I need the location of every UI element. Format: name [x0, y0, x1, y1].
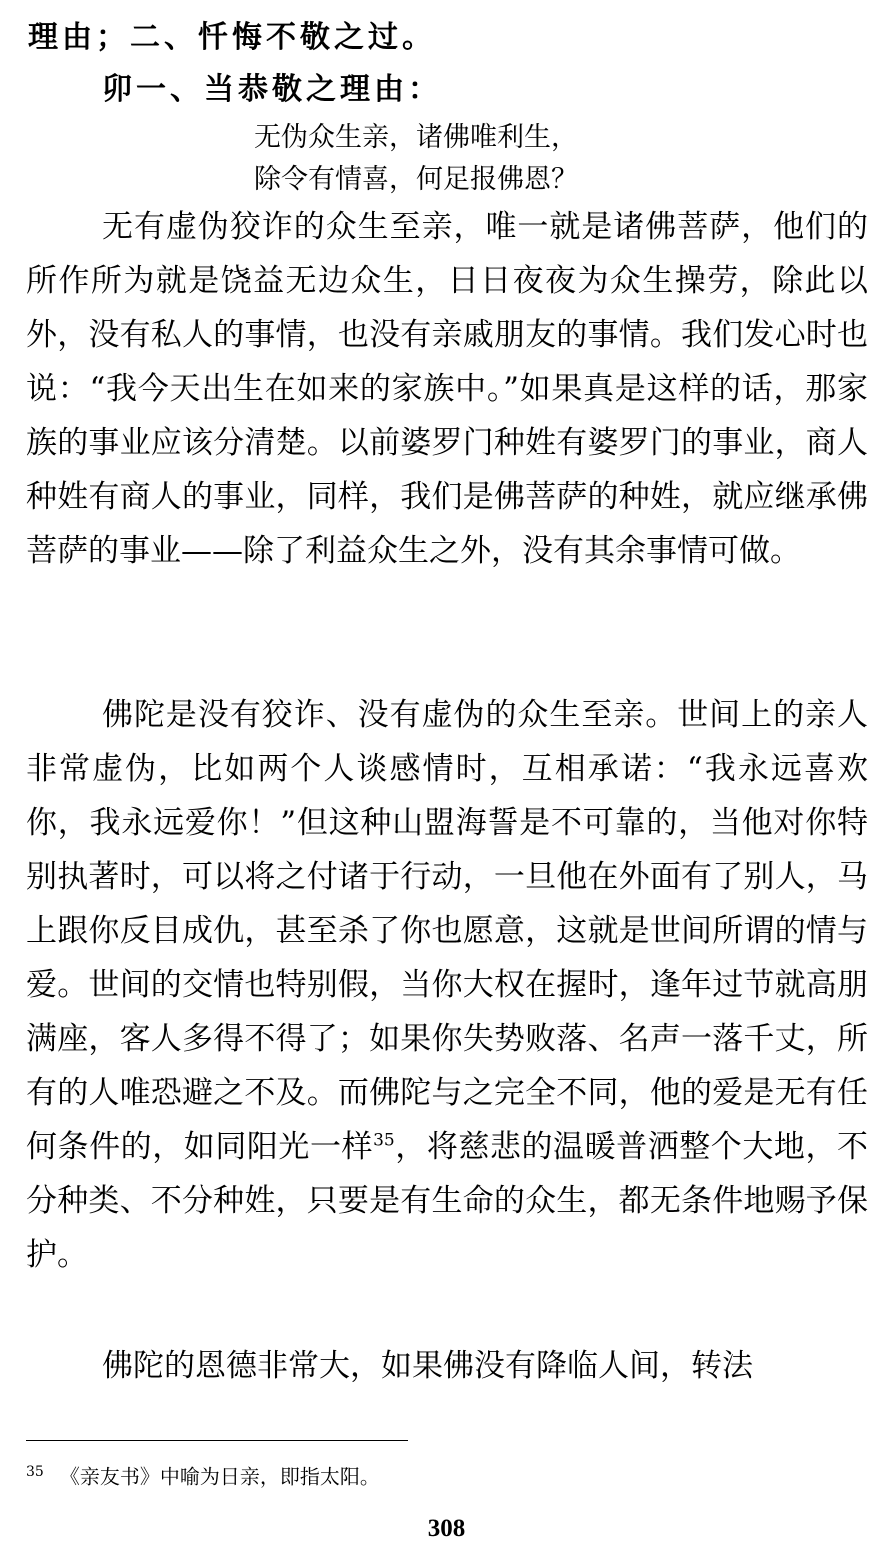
commentary-paragraph-1: 无有虚伪狡诈的众生至亲，唯一就是诸佛菩萨，他们的所作所为就是饶益无边众生，日日夜夜为众生操劳，除此以外，没有私人的事情，也没有亲戚朋友的事情。我们发心时也说：“我今天出生在如来的家族中。”如果真是这样的话，那家族的事业应该分清楚。以前婆罗门种姓有婆罗门的事业，商人种姓有商人的事业，同样，我们是佛菩萨的种姓，就应继承佛菩萨的事业——除了利益众生之外，没有其余事情可做。: [26, 209, 868, 569]
footnote-text: 《亲友书》中喻为日亲，即指太阳。: [59, 1464, 380, 1489]
footnote-divider: [26, 1440, 408, 1441]
footnote: [26, 1458, 380, 1491]
page-number: 308: [427, 1515, 466, 1542]
footnote-number: 35: [26, 1464, 44, 1480]
verse-line-2: 除令有情喜，何足报佛恩？: [254, 164, 578, 195]
footnote-reference[interactable]: 35: [373, 1130, 395, 1151]
paragraph-2-text-after-ref: ，将慈悲的温暖普洒整个大地，不分种类、不分种姓，只要是有生命的众生，都无条件地赐予保护。: [26, 1129, 869, 1273]
paragraph-2-text-before-ref: 佛陀是没有狡诈、没有虚伪的众生至亲。世间上的亲人非常虚伪，比如两个人谈感情时，互相承诺：“我永远喜欢你，我永远爱你！”但这种山盟海誓是不可靠的，当他对你特别执著时，可以将之付诸于行动，一旦他在外面有了别人，马上跟你反目成仇，甚至杀了你也愿意，这就是世间所谓的情与爱。世间的交情也特别假，当你大权在握时，逢年过节就高朋满座，客人多得不得了；如果你失势败落、名声一落千丈，所有的人唯恐避之不及。而佛陀与之完全不同，他的爱是无有任何条件的，如同阳光一样: [26, 697, 868, 1165]
outline-heading-level1: 理由；二、忏悔不敬之过。: [28, 20, 436, 55]
verse-line-1: 无伪众生亲，诸佛唯利生，: [254, 122, 578, 153]
commentary-paragraph-2: [26, 688, 868, 1282]
commentary-paragraph-3: 佛陀的恩德非常大，如果佛没有降临人间，转法: [102, 1348, 753, 1384]
outline-heading-level2: 卯一、当恭敬之理由：: [102, 72, 442, 107]
